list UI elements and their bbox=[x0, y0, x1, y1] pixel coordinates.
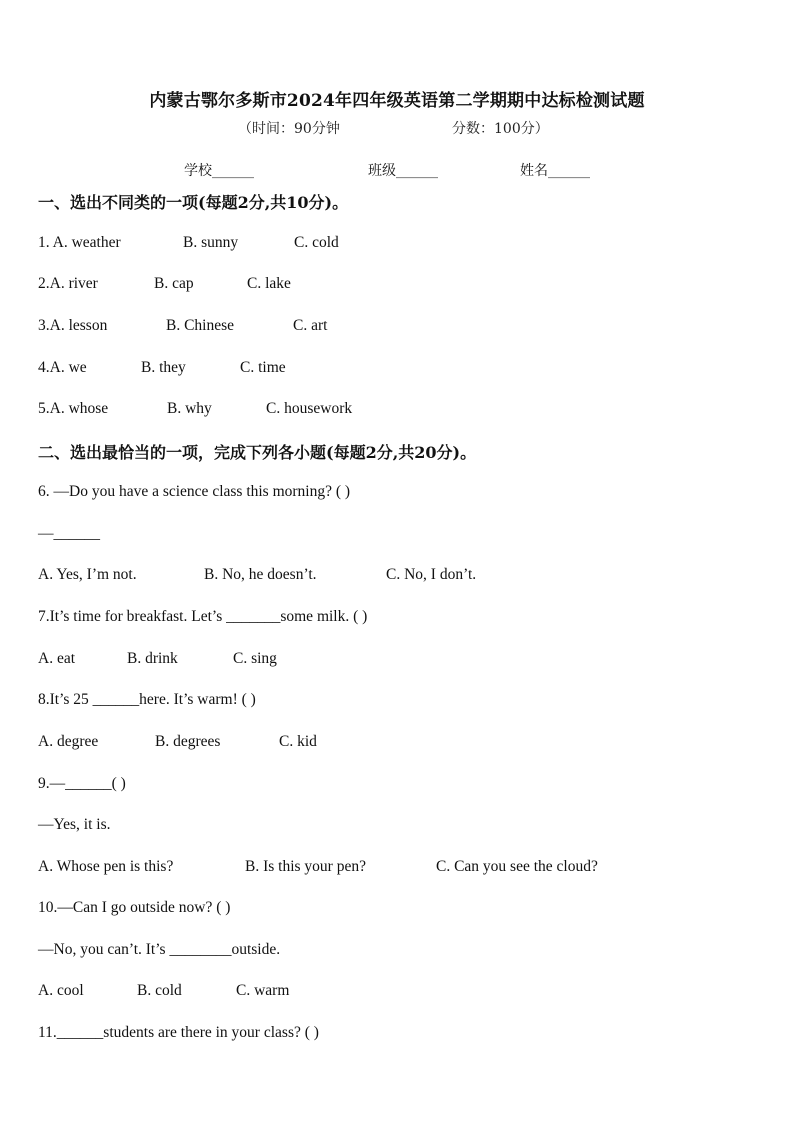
q7-option-c: C. sing bbox=[233, 650, 277, 667]
q8-option-b: B. degrees bbox=[155, 733, 221, 750]
q6-option-c: C. No, I don’t. bbox=[386, 566, 477, 583]
section2-heading: 二、选出最恰当的一项，完成下列各小题(每题2分,共20分)。 bbox=[38, 443, 477, 462]
q7-option-b: B. drink bbox=[127, 650, 178, 667]
school-field: 学校______ bbox=[184, 163, 254, 179]
q10-options bbox=[38, 982, 289, 1000]
question-1 bbox=[38, 234, 339, 252]
q9-option-c: C. Can you see the cloud? bbox=[436, 858, 598, 875]
class-field: 班级______ bbox=[368, 163, 438, 179]
q2-option-b: B. cap bbox=[154, 275, 194, 292]
question-5 bbox=[38, 400, 352, 418]
q4-option-c: C. time bbox=[240, 359, 286, 376]
q10-option-b: B. cold bbox=[137, 982, 182, 999]
q6-option-a: A. Yes, I’m not. bbox=[38, 566, 137, 583]
q11-stem: 11.______students are there in your class? ( ) bbox=[38, 1024, 319, 1041]
question-4 bbox=[38, 359, 286, 377]
q4-option-a: 4.A. we bbox=[38, 359, 87, 376]
exam-title: 内蒙古鄂尔多斯市2024年四年级英语第二学期期中达标检测试题 bbox=[149, 91, 645, 111]
q6-option-b: B. No, he doesn’t. bbox=[204, 566, 317, 583]
name-field: 姓名______ bbox=[520, 163, 590, 179]
q6-stem: 6. —Do you have a science class this morning? ( ) bbox=[38, 483, 351, 500]
q7-stem: 7.It’s time for breakfast. Let’s _______some milk. ( ) bbox=[38, 608, 368, 625]
q10-stem: 10.—Can I go outside now? ( ) bbox=[38, 899, 231, 916]
q2-option-c: C. lake bbox=[247, 275, 291, 292]
q8-options bbox=[38, 733, 317, 751]
q2-option-a: 2.A. river bbox=[38, 275, 98, 292]
q9-reply: —Yes, it is. bbox=[38, 816, 111, 833]
exam-time: （时间：90分钟 bbox=[238, 121, 340, 137]
q3-option-b: B. Chinese bbox=[166, 317, 235, 334]
q8-stem: 8.It’s 25 ______here. It’s warm! ( ) bbox=[38, 691, 256, 708]
q1-option-a: 1. A. weather bbox=[38, 234, 121, 251]
exam-score: 分数：100分） bbox=[452, 121, 549, 137]
q8-option-c: C. kid bbox=[279, 733, 317, 750]
q1-option-b: B. sunny bbox=[183, 234, 239, 251]
q9-option-a: A. Whose pen is this? bbox=[38, 858, 174, 875]
q9-stem: 9.—______( ) bbox=[38, 775, 126, 792]
q7-option-a: A. eat bbox=[38, 650, 76, 667]
q5-option-b: B. why bbox=[167, 400, 212, 417]
section1-heading: 一、选出不同类的一项(每题2分,共10分)。 bbox=[38, 193, 349, 212]
q3-option-a: 3.A. lesson bbox=[38, 317, 108, 334]
q6-reply: —______ bbox=[38, 525, 100, 542]
q10-option-c: C. warm bbox=[236, 982, 290, 999]
q3-option-c: C. art bbox=[293, 317, 328, 334]
q6-options bbox=[38, 566, 476, 584]
q10-reply: —No, you can’t. It’s ________outside. bbox=[38, 941, 281, 958]
q10-option-a: A. cool bbox=[38, 982, 84, 999]
q9-option-b: B. Is this your pen? bbox=[245, 858, 366, 875]
q9-options bbox=[38, 858, 598, 876]
q5-option-c: C. housework bbox=[266, 400, 353, 417]
q8-option-a: A. degree bbox=[38, 733, 99, 750]
q4-option-b: B. they bbox=[141, 359, 186, 376]
q7-options bbox=[38, 650, 277, 668]
q5-option-a: 5.A. whose bbox=[38, 400, 109, 417]
question-3 bbox=[38, 317, 327, 335]
question-2 bbox=[38, 275, 291, 293]
q1-option-c: C. cold bbox=[294, 234, 339, 251]
